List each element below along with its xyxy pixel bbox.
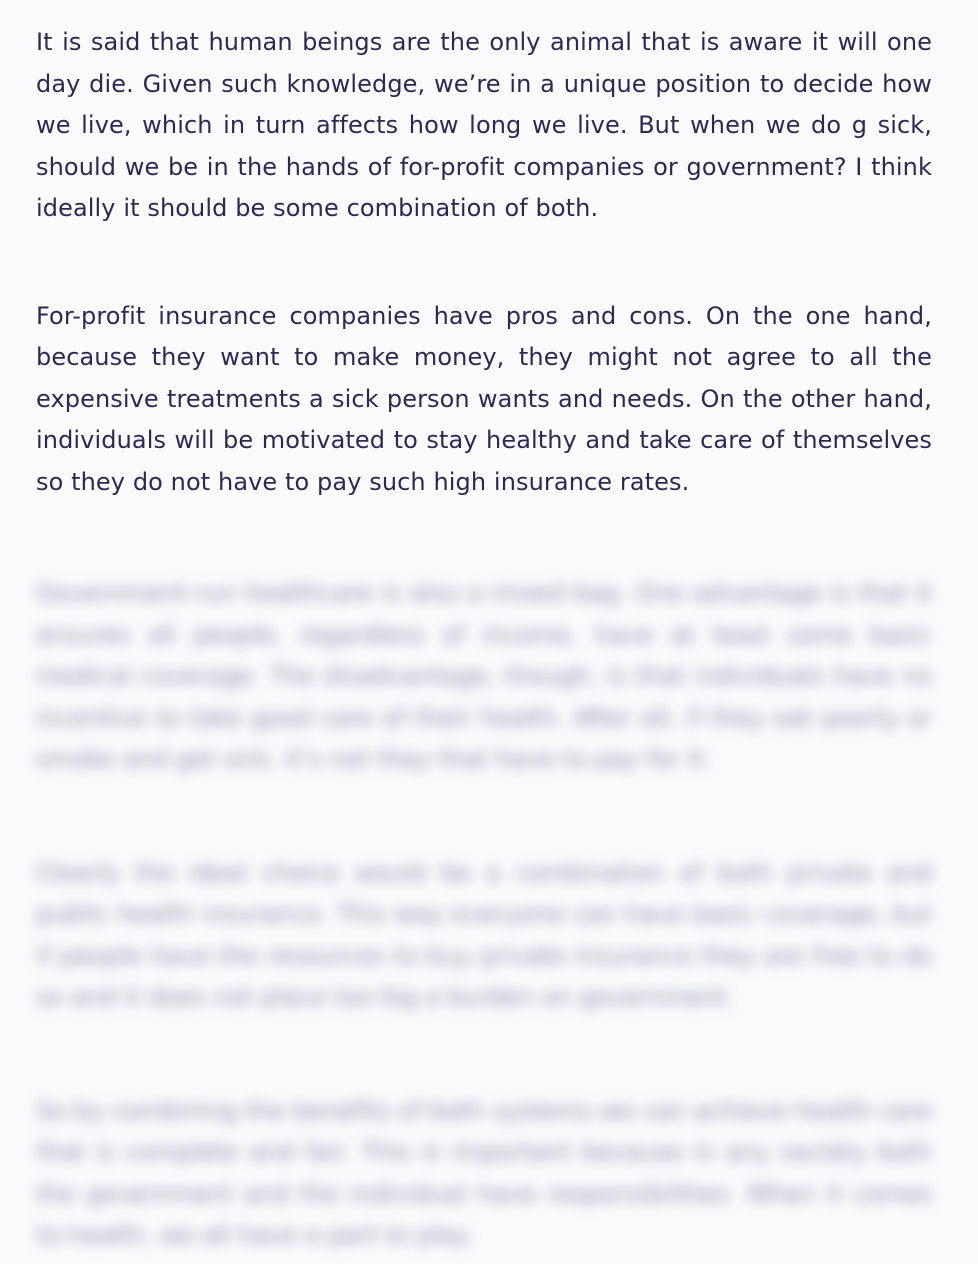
essay-paragraph-government-blurred: Government-run healthcare is also a mixed bag. One advantage is that it ensures all people, regardless of income, have at least some basic medical coverage. The disadvantage, though, is that individuals have no incentive to take good care of their health. After all, if they eat poorly or smoke and get sick, it’s not they that have to pay for it.: [36, 579, 932, 773]
essay-paragraph-for-profit: For-profit insurance companies have pros and cons. On the one hand, because they want to make money, they might not agree to all the expensive treatments a sick person wants and needs. On the other hand, individuals will be motivated to stay healthy and take care of themselves so they do not have to pay such high insurance rates.: [36, 301, 932, 496]
essay-paragraph-conclusion-blurred: So by combining the benefits of both systems we can achieve health care that is complete and fair. This is important because in any society both the government and the individual have responsibilities. When it comes to health, we all have a part to play.: [36, 1096, 932, 1249]
essay-paragraph-intro: It is said that human beings are the only animal that is aware it will one day die. Given such knowledge, we’re in a unique position to decide how we live, which in turn affects how long we live. But when we do g sick, should we be in the hands of for-profit companies or government? I think ideally it should be some combination of both.: [36, 28, 932, 222]
blurred-content: [36, 573, 932, 1257]
essay-paragraph-combination-blurred: Clearly the ideal choice would be a combination of both private and public health insurance. This way everyone can have basic coverage, but if people have the resources to buy private insurance they are free to do so and it does not place too big a burden on government.: [36, 858, 932, 1011]
